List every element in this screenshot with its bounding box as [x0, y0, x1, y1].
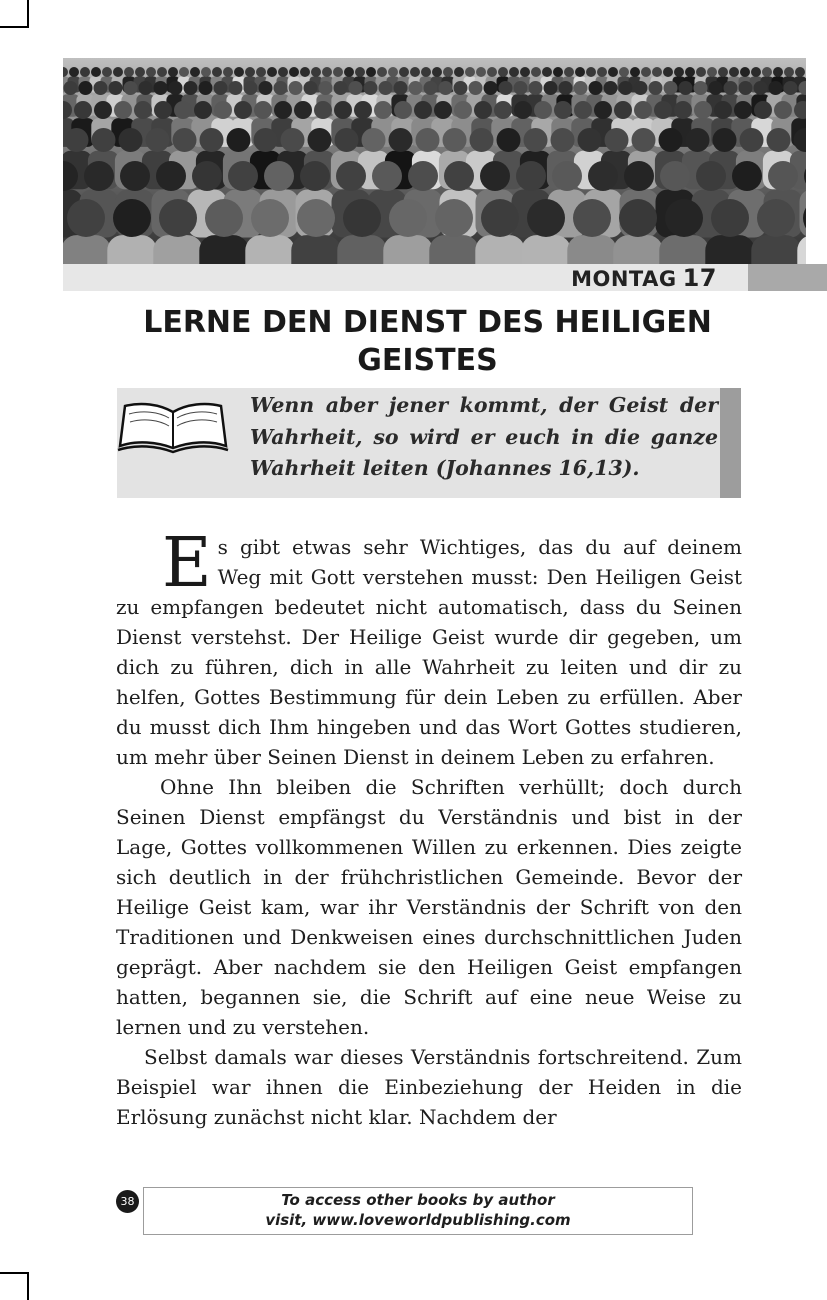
scripture-box-accent [720, 388, 741, 498]
scripture-text: Wenn aber jener kommt, der Geist der Wahrheit, so wird er euch in die ganze Wahrheit leiten (Johannes 16,13). [250, 393, 718, 480]
body-paragraph-2: Ohne Ihn bleiben die Schriften verhüllt; doch durch Seinen Dienst empfängst du Verständnis und bist in der Lage, Gottes vollkommenen Willen zu erkennen. Dies zeigte sich deutlich in der frühchristlichen Gemeinde. Bevor der Heilige Geist kam, war ihr Verständnis der Schrift von den Traditionen und Denkweisen eines durchschnittlichen Juden geprägt. Aber nachdem sie den Heiligen Geist empfangen hatten, begannen sie, die Schrift auf eine neue Weise zu lernen und zu verstehen. [116, 775, 742, 1039]
publisher-footer [143, 1187, 693, 1235]
day-label [571, 263, 717, 293]
open-book-icon [117, 400, 229, 460]
page-number: 38 [116, 1190, 139, 1213]
crop-mark-bottom-left [0, 1272, 27, 1274]
footer-line-1: To access other books by author [281, 1191, 555, 1209]
crop-mark-top-left-vertical [27, 0, 29, 28]
day-strip-accent [748, 264, 827, 291]
drop-cap: E [162, 524, 212, 603]
crop-mark-bottom-left-vertical [27, 1272, 29, 1300]
body-paragraph-3: Selbst damals war dieses Verständnis fortschreitend. Zum Beispiel war ihnen die Einbeziehung der Heiden in die Erlösung zunächst nicht klar. Nachdem der [116, 1045, 742, 1129]
weekday: MONTAG [571, 267, 677, 291]
crop-mark-top-left [0, 26, 27, 28]
day-number: 17 [682, 264, 717, 292]
body-paragraph-1-text: s gibt etwas sehr Wichtiges, das du auf deinem Weg mit Gott verstehen musst: Den Heiligen Geist zu empfangen bedeutet nicht automatisch, dass du Seinen Dienst verstehst. Der Heilige Geist wurde dir gegeben, um dich zu führen, dich in alle Wahrheit zu leiten und dir zu helfen, Gottes Bestimmung für dein Leben zu erfüllen. Aber du musst dich Ihm hingeben und das Wort Gottes studieren, um mehr über Seinen Dienst in deinem Leben zu erfahren. [116, 535, 742, 769]
devotional-body [116, 524, 742, 1132]
body-paragraph-1 [116, 524, 742, 772]
footer-line-2: visit, www.loveworldpublishing.com [265, 1211, 571, 1229]
congregation-photo [63, 58, 806, 264]
devotional-title: LERNE DEN DIENST DES HEILIGEN GEISTES [143, 305, 712, 378]
